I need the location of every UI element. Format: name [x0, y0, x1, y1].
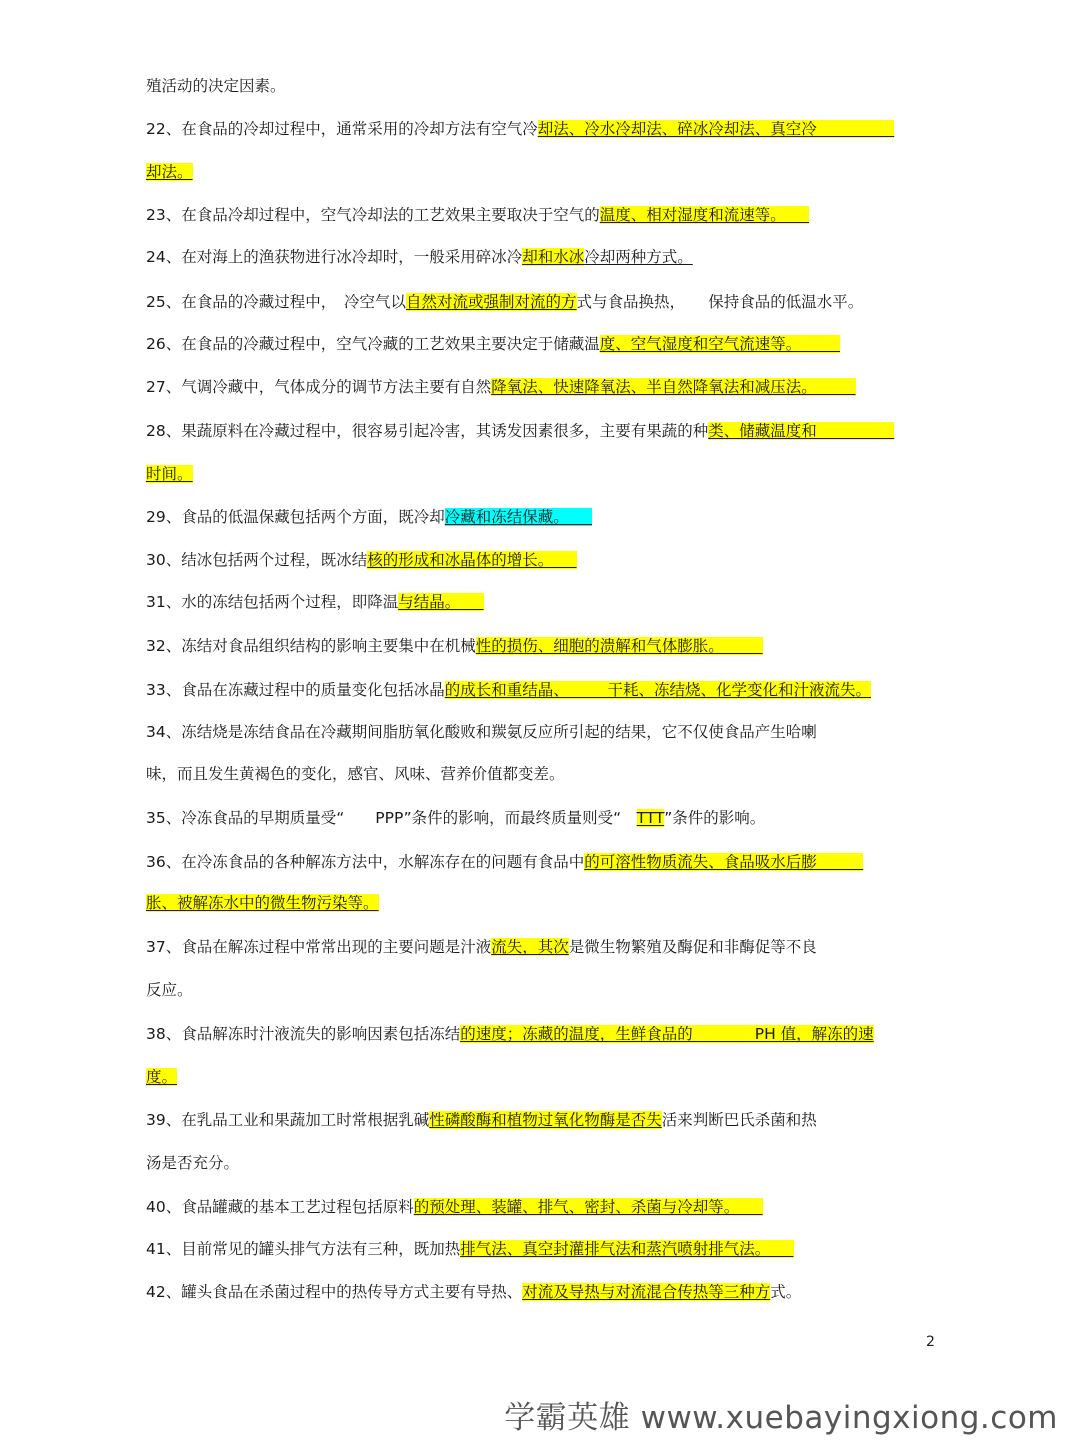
- line-14: [146, 678, 871, 702]
- line-text: 反应。: [146, 981, 193, 999]
- line-17: [146, 806, 765, 830]
- line-1: [146, 117, 894, 141]
- line-text: 28、果蔬原料在冷藏过程中，很容易引起冷害，其诱发因素很多，主要有果蔬的种: [146, 422, 709, 440]
- answer-highlight: 度、空气湿度和空气流速等。: [599, 335, 840, 353]
- answer-highlight: 的成长和重结晶、 干耗、冻结烧、化学变化和汁液流失。: [444, 681, 871, 699]
- line-4: [146, 245, 693, 269]
- line-text: 29、食品的低温保藏包括两个方面，既冷却: [146, 508, 445, 526]
- line-text: 31、水的冻结包括两个过程，即降温: [146, 593, 399, 611]
- line-3: [146, 203, 809, 227]
- line-text: 39、在乳品工业和果蔬加工时常根据乳碱: [146, 1111, 430, 1129]
- answer-highlight: 类、储藏温度和: [708, 422, 895, 440]
- line-28: [146, 1280, 801, 1304]
- page-number: 2: [926, 1334, 935, 1350]
- line-text: ”条件的影响。: [664, 809, 766, 827]
- line-text: 26、在食品的冷藏过程中，空气冷藏的工艺效果主要决定于储藏温: [146, 335, 600, 353]
- line-11: [146, 548, 577, 572]
- answer-highlight: 性的损伤、细胞的溃解和气体膨胀。: [475, 637, 763, 655]
- line-text: 36、在冷冻食品的各种解冻方法中，水解冻存在的问题有食品中: [146, 853, 585, 871]
- answer-highlight: 却和水冰: [522, 248, 585, 266]
- line-19: [146, 891, 379, 915]
- watermark: 学霸英雄 www.xuebayingxiong.com: [504, 1400, 1058, 1436]
- line-text: 35、冷冻食品的早期质量受“ PPP”条件的影响，而最终质量则受“: [146, 809, 637, 827]
- line-text: 34、冻结烧是冻结食品在冷藏期间脂肪氧化酸败和羰氨反应所引起的结果，它不仅使食品产生哈喇: [146, 723, 817, 741]
- line-text: 37、食品在解冻过程中常常出现的主要问题是汁液: [146, 938, 492, 956]
- line-2: [146, 160, 193, 184]
- line-text: 式。: [770, 1283, 802, 1301]
- line-12: [146, 590, 484, 614]
- line-16: [146, 762, 565, 786]
- line-5: [146, 290, 863, 314]
- answer-highlight: 对流及导热与对流混合传热等三种方: [522, 1283, 771, 1301]
- line-text: 式与食品换热， 保持食品的低温水平。: [576, 293, 864, 311]
- line-text: 味，而且发生黄褐色的变化，感官、风味、营养价值都变差。: [146, 765, 565, 783]
- line-20: [146, 935, 817, 959]
- line-9: [146, 462, 193, 486]
- line-text: 38、食品解冻时汁液流失的影响因素包括冻结: [146, 1025, 461, 1043]
- line-15: [146, 720, 817, 744]
- line-6: [146, 332, 840, 356]
- answer-highlight: 温度、相对湿度和流速等。: [599, 206, 809, 224]
- line-text: 30、结冰包括两个过程，既冰结: [146, 551, 368, 569]
- line-text: 25、在食品的冷藏过程中， 冷空气以: [146, 293, 406, 311]
- line-text: 27、气调冷藏中，气体成分的调节方法主要有自然: [146, 378, 492, 396]
- answer-highlight: 的预处理、装罐、排气、密封、杀菌与冷却等。: [413, 1198, 763, 1216]
- line-text: 23、在食品冷却过程中，空气冷却法的工艺效果主要取决于空气的: [146, 206, 600, 224]
- line-23: [146, 1065, 177, 1089]
- line-text: 24、在对海上的渔获物进行冰冷却时，一般采用碎冰冷: [146, 248, 523, 266]
- line-text: 是微生物繁殖及酶促和非酶促等不良: [568, 938, 817, 956]
- line-text: 22、在食品的冷却过程中，通常采用的冷却方法有空气冷: [146, 120, 538, 138]
- line-text: 33、食品在冻藏过程中的质量变化包括冰晶: [146, 681, 445, 699]
- line-26: [146, 1195, 763, 1219]
- line-text-underlined: 冷却两种方式。: [584, 248, 693, 266]
- line-25: [146, 1151, 239, 1175]
- answer-highlight: 核的形成和冰晶体的增长。: [367, 551, 577, 569]
- line-text: 40、食品罐藏的基本工艺过程包括原料: [146, 1198, 414, 1216]
- answer-highlight: 的速度；冻藏的温度，生鲜食品的 PH 值，解冻的速: [460, 1025, 874, 1043]
- answer-highlight: 降氧法、快速降氧法、半自然降氧法和减压法。: [491, 378, 856, 396]
- line-text: 活来判断巴氏杀菌和热: [661, 1111, 817, 1129]
- answer-highlight: 与结晶。: [398, 593, 484, 611]
- line-8: [146, 419, 894, 443]
- line-7: [146, 375, 856, 399]
- line-0: [146, 74, 286, 98]
- line-text: 殖活动的决定因素。: [146, 77, 286, 95]
- answer-highlight: 度。: [146, 1068, 178, 1086]
- answer-highlight: 时间。: [146, 465, 193, 483]
- answer-highlight: 性磷酸酶和植物过氧化物酶是否失: [429, 1111, 662, 1129]
- line-10: [146, 505, 592, 529]
- answer-highlight: 的可溶性物质流失、食品吸水后膨: [584, 853, 864, 871]
- line-22: [146, 1022, 874, 1046]
- answer-highlight: TTT: [636, 809, 665, 827]
- line-13: [146, 634, 763, 658]
- line-text: 41、目前常见的罐头排气方法有三种，既加热: [146, 1240, 461, 1258]
- line-24: [146, 1108, 817, 1132]
- line-18: [146, 850, 863, 874]
- line-text: 42、罐头食品在杀菌过程中的热传导方式主要有导热、: [146, 1283, 523, 1301]
- answer-highlight: 却法。: [146, 163, 193, 181]
- answer-highlight-cyan: 冷藏和冻结保藏。: [444, 508, 592, 526]
- line-text: 汤是否充分。: [146, 1154, 240, 1172]
- line-27: [146, 1237, 794, 1261]
- answer-highlight: 自然对流或强制对流的方: [405, 293, 577, 311]
- answer-highlight: 排气法、真空封灌排气法和蒸汽喷射排气法。: [460, 1240, 794, 1258]
- line-21: [146, 978, 193, 1002]
- answer-highlight: 却法、冷水冷却法、碎冰冷却法、真空冷: [537, 120, 895, 138]
- answer-highlight: 胀、被解冻水中的微生物污染等。: [146, 894, 379, 912]
- line-text: 32、冻结对食品组织结构的影响主要集中在机械: [146, 637, 476, 655]
- answer-highlight: 流失，其次: [491, 938, 569, 956]
